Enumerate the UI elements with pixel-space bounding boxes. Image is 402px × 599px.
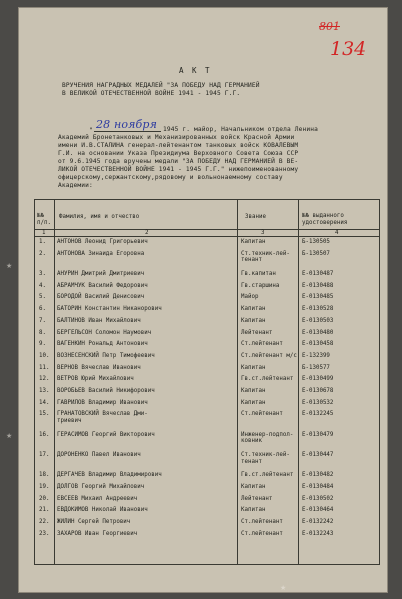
header-rank: Звание	[245, 214, 266, 220]
colnum-3: 3	[261, 230, 265, 236]
awards-table	[34, 199, 380, 565]
cell-rank: Ст.лейтенант	[241, 411, 283, 418]
table-row	[35, 410, 379, 430]
cell-cert: Е-0130485	[302, 294, 334, 301]
cell-cert: Е-0130499	[302, 376, 334, 383]
table-row	[35, 518, 379, 530]
cell-cert: Е-0130503	[302, 317, 334, 324]
table-row	[35, 250, 379, 270]
table-row	[35, 293, 379, 305]
paragraph-line: офицерскому,сержантскому,рядовому и вольнонаемному составу	[58, 174, 283, 181]
cell-cert: Е-0130484	[302, 484, 334, 490]
table-row	[35, 238, 379, 250]
table-row	[35, 483, 379, 495]
cell-num: 18.	[39, 472, 50, 479]
cell-num: 7.	[39, 317, 46, 324]
cell-name: ЕВДОКИМОВ Николай Иванович	[57, 507, 148, 514]
colnum-4: 4	[335, 230, 339, 236]
cell-cert: Е-0132243	[302, 530, 334, 537]
table-row	[35, 317, 379, 329]
paragraph-line: Г.И. на основании Указа Президиума Верховного Совета Союза ССР	[58, 150, 299, 157]
cell-cert: Е-0130482	[302, 472, 334, 479]
cell-name: ВЕТРОВ Юрий Михайлович	[57, 376, 134, 383]
cell-rank: Ст.лейтенант	[241, 341, 283, 348]
cell-cert: Е-0130532	[302, 399, 334, 406]
cell-rank: Инженер-подпол- ковник	[241, 431, 294, 445]
cell-name: ВОЗНЕСЕНСКИЙ Петр Тимофеевич	[57, 352, 155, 359]
cell-name: БЕРГЕЛЬСОН Соломон Наумович	[57, 329, 152, 336]
cell-cert: Е-0130464	[302, 507, 334, 514]
cell-name: БАЛТИНОВ Иван Михайлович	[57, 317, 141, 324]
cell-rank: Майор	[241, 294, 259, 301]
cell-name: АНТОНОВА Зинаида Егоровна	[57, 250, 145, 257]
crossed-page-number: 801	[319, 20, 340, 33]
watermark-star-icon: ★	[280, 584, 287, 592]
cell-name: ВАГЕНКИН Рональд Антонович	[57, 341, 148, 348]
table-row	[35, 305, 379, 317]
colnum-1: 1	[42, 230, 46, 236]
cell-cert: Е-0130678	[302, 388, 334, 394]
cell-cert: Е-0130487	[302, 271, 334, 277]
cell-name: ВЕРНОВ Вячеслав Иванович	[57, 364, 141, 371]
cell-name: БАТОРИН Константин Никанорович	[57, 306, 162, 313]
cell-cert: Б-130507	[302, 250, 330, 257]
cell-num: 19.	[39, 484, 50, 490]
cell-rank: Гв.капитан	[241, 271, 276, 277]
cell-name: ВОРОБЬЕВ Василий Никифорович	[57, 388, 155, 394]
header-cert: №№ выданного удостоверения	[302, 213, 348, 226]
cell-name: АБРАМЧУК Василий Федорович	[57, 282, 148, 289]
header-name: Фамилия, имя и отчество	[59, 214, 140, 220]
cell-num: 10.	[39, 352, 50, 359]
cell-name: ЖИЛИН Сергей Петрович	[57, 519, 131, 526]
cell-num: 9.	[39, 341, 46, 348]
table-row	[35, 375, 379, 387]
cell-num: 20.	[39, 495, 50, 502]
table-row	[35, 431, 379, 451]
cell-num: 11.	[39, 364, 50, 371]
cell-name: ГАВРИЛОВ Владимир Иванович	[57, 399, 148, 406]
cell-name: ДОЛГОВ Георгий Михайлович	[57, 484, 145, 490]
cell-cert: Е-0130480	[302, 329, 334, 336]
cell-name: ДОРОНЕНКО Павел Иванович	[57, 452, 141, 458]
table-row	[35, 530, 379, 542]
cell-cert: Е-0132245	[302, 411, 334, 418]
header-num: №№ п/п.	[37, 213, 51, 226]
date-quote: "	[89, 127, 93, 134]
table-row	[35, 471, 379, 483]
cell-num: 21.	[39, 507, 50, 514]
table-row	[35, 506, 379, 518]
cell-name: ДЕРГАЧЕВ Владимир Владимирович	[57, 472, 162, 479]
cell-num: 17.	[39, 452, 50, 458]
cell-rank: Ст.лейтенант	[241, 519, 283, 526]
table-row	[35, 270, 379, 282]
cell-name: ЕВСЕЕВ Михаил Андреевич	[57, 495, 138, 502]
date-underline	[94, 131, 161, 132]
table-row	[35, 451, 379, 471]
cell-num: 2.	[39, 250, 46, 257]
cell-num: 15.	[39, 411, 50, 418]
paragraph-line: Академий Бронетанковых и Механизированных войск Красной Армии	[58, 134, 295, 141]
cell-cert: Б-130505	[302, 239, 330, 245]
cell-name: ГЕРАСИМОВ Георгий Викторович	[57, 431, 155, 438]
paragraph-line: ЛИКОЙ ОТЕЧЕСТВЕННОЙ ВОЙНЕ 1941 - 1945 Г.Г." нижепоименованному	[58, 166, 299, 173]
cell-rank: Капитан	[241, 364, 266, 371]
row-divider	[35, 229, 379, 230]
cell-rank: Капитан	[241, 388, 266, 394]
paragraph-line: от 9.6.1945 года вручены медали "ЗА ПОБЕДУ НАД ГЕРМАНИЕЙ В ВЕ-	[58, 158, 299, 165]
cell-rank: Капитан	[241, 239, 266, 245]
cell-rank: Лейтенант	[241, 329, 273, 336]
cell-num: 1.	[39, 239, 46, 245]
cell-cert: Е-132399	[302, 352, 330, 359]
table-row	[35, 387, 379, 399]
cell-name: ЗАХАРОВ Иван Георгиевич	[57, 530, 138, 537]
colnum-2: 2	[145, 230, 149, 236]
watermark-star-icon: ★	[6, 262, 13, 270]
cell-cert: Е-0130502	[302, 495, 334, 502]
cell-name: АНУРИН Дмитрий Дмитриевич	[57, 271, 145, 277]
cell-name: ГРАНАТОВСКИЙ Вячеслав Дми- триевич	[57, 411, 148, 424]
cell-num: 6.	[39, 306, 46, 313]
cell-cert: Е-0130447	[302, 452, 334, 458]
cell-name: БОРОДОЙ Василий Денисович	[57, 294, 145, 301]
cell-rank: Капитан	[241, 507, 266, 514]
cell-rank: Капитан	[241, 317, 266, 324]
table-row	[35, 282, 379, 294]
cell-rank: Гв.старшина	[241, 282, 280, 289]
cell-cert: Б-130577	[302, 364, 330, 371]
paragraph-line: имени И.В.СТАЛИНА генерал-лейтенантом танковых войск КОВАЛЕВЫМ	[58, 142, 299, 149]
cell-rank: Ст.техник-лей- тенант	[241, 452, 290, 465]
cell-num: 8.	[39, 329, 46, 336]
cell-rank: Гв.ст.лейтенант	[241, 472, 294, 479]
row-divider	[35, 236, 379, 237]
paragraph-line: Академии:	[58, 182, 93, 189]
cell-num: 3.	[39, 271, 46, 277]
subtitle-line-2: В ВЕЛИКОЙ ОТЕЧЕСТВЕННОЙ ВОЙНЕ 1941 - 1945 Г.Г.	[62, 90, 241, 97]
cell-cert: Е-0132242	[302, 519, 334, 526]
cell-rank: Капитан	[241, 484, 266, 490]
table-row	[35, 364, 379, 376]
cell-name: АНТОНОВ Леонид Григорьевич	[57, 239, 148, 245]
cell-rank: Капитан	[241, 399, 266, 406]
cell-cert: Е-0130528	[302, 306, 334, 313]
paragraph-line: 1945 г. майор, Начальником отдела Ленина	[163, 126, 319, 133]
cell-num: 14.	[39, 399, 50, 406]
cell-rank: Ст.лейтенант м/с	[241, 352, 297, 359]
cell-rank: Лейтенант	[241, 495, 273, 502]
handwritten-date: 28 ноября	[96, 118, 158, 131]
cell-cert: Е-0130488	[302, 282, 334, 289]
cell-rank: Ст.техник-лей- тенант	[241, 250, 290, 264]
cell-num: 16.	[39, 431, 50, 438]
subtitle-line-1: ВРУЧЕНИЯ НАГРАДНЫХ МЕДАЛЕЙ "ЗА ПОБЕДУ НАД ГЕРМАНИЕЙ	[62, 82, 260, 89]
table-row	[35, 340, 379, 352]
cell-cert: Е-0130479	[302, 431, 334, 438]
watermark-star-icon: ★	[6, 432, 13, 440]
table-row	[35, 352, 379, 364]
page-number: 134	[330, 38, 367, 60]
cell-rank: Ст.лейтенант	[241, 530, 283, 537]
document-title: А К Т	[179, 66, 212, 75]
cell-rank: Гв.ст.лейтенант	[241, 376, 294, 383]
table-row	[35, 399, 379, 411]
cell-num: 12.	[39, 376, 50, 383]
cell-num: 5.	[39, 294, 46, 301]
cell-cert: Е-0130458	[302, 341, 334, 348]
table-row	[35, 329, 379, 341]
cell-num: 23.	[39, 530, 50, 537]
table-row	[35, 495, 379, 507]
cell-num: 22.	[39, 519, 50, 526]
cell-rank: Капитан	[241, 306, 266, 313]
cell-num: 13.	[39, 388, 50, 394]
cell-num: 4.	[39, 282, 46, 289]
